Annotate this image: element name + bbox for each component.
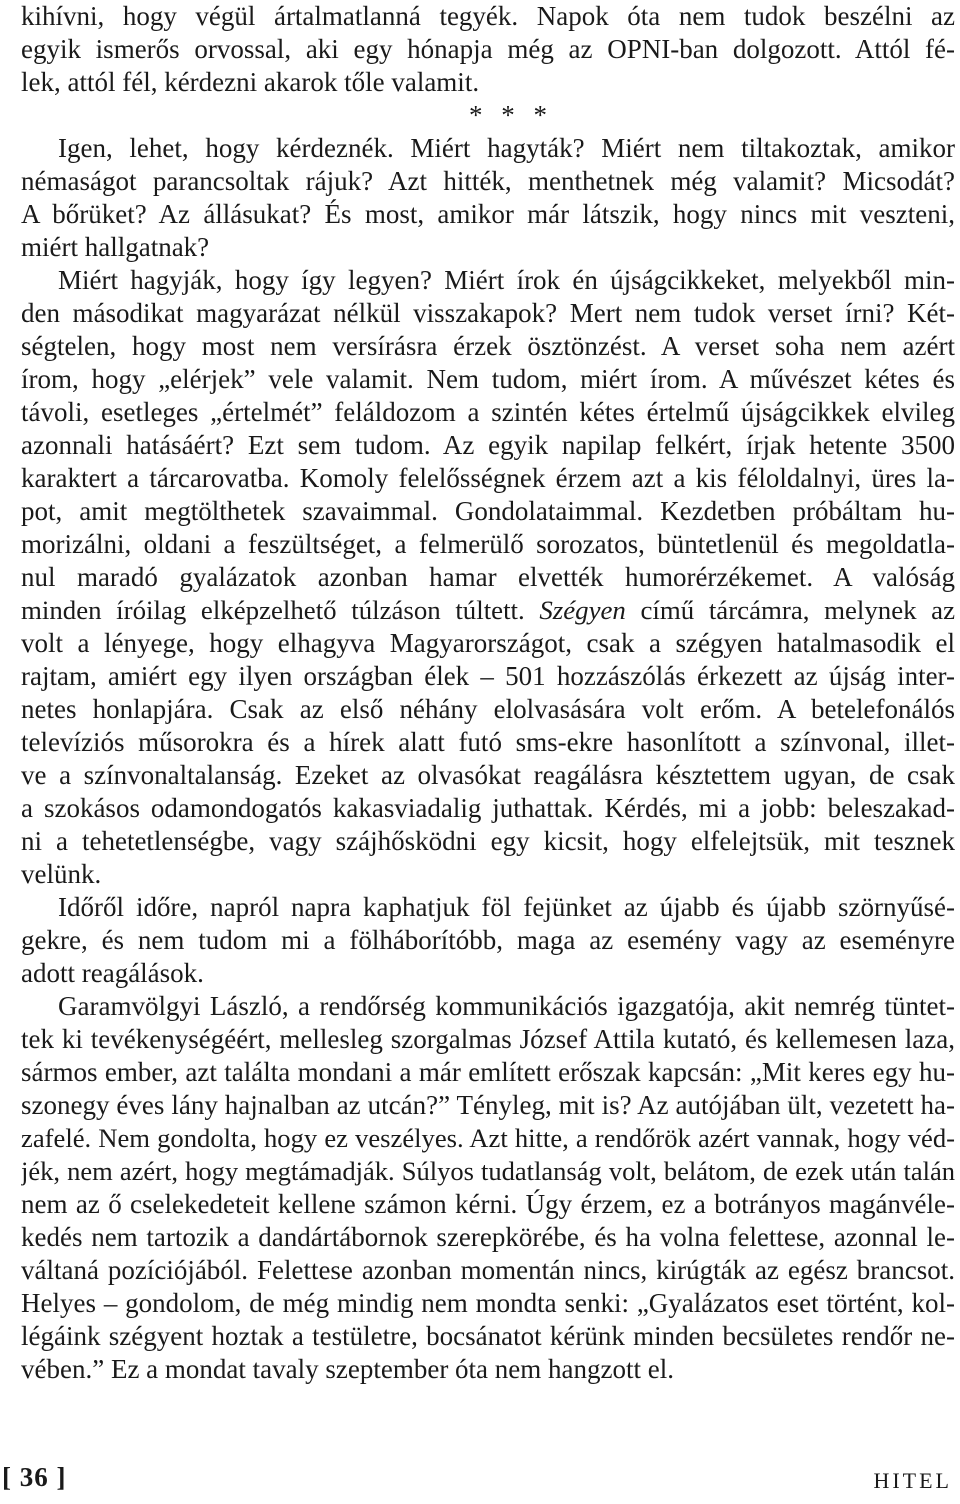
italic-title: Szégyen <box>539 595 626 625</box>
text-line: Miért hagyják, hogy így legyen? Miért írok én újságcikkeket, melyekből min- <box>58 265 955 295</box>
text-line: televíziós műsorokra és a hírek alatt futó sms-ekre hasonlított a színvonal, illet- <box>21 727 955 757</box>
text-line <box>21 594 955 627</box>
text-line: karaktert a tárcarovatba. Komoly felelősségnek érzem azt a kis féloldalnyi, üres la- <box>21 463 955 493</box>
article-body <box>21 0 955 1386</box>
text-line: Igen, lehet, hogy kérdeznék. Miért hagyták? Miért nem tiltakoztak, amikor <box>58 133 955 163</box>
text-line: egyik ismerős orvossal, aki egy hónapja még az OPNI-ban dolgozott. Attól fé- <box>21 34 955 64</box>
text-line: jék, nem azért, hogy megtámadják. Súlyos tudatlanság volt, belátom, de ezek után talán <box>21 1156 955 1186</box>
page-footer <box>0 1462 960 1502</box>
text-line: írom, hogy „elérjek” vele valamit. Nem tudom, miért írom. A művészet kétes és <box>21 364 955 394</box>
text-line: ségtelen, hogy most nem versírásra érzek ösztönzést. A verset soha nem azért <box>21 331 955 361</box>
text-line: némaságot parancsoltak rájuk? Azt hitték, menthetnek még valamit? Micsodát? <box>21 166 955 196</box>
text-line: nul maradó gyalázatok azonban hamar elvették humorérzékemet. A valóság <box>21 562 955 592</box>
separator-stars: * * * <box>469 100 547 130</box>
text-line: kihívni, hogy végül ártalmatlanná tegyék. Napok óta nem tudok beszélni az <box>21 1 955 31</box>
text-line: velünk. <box>21 859 102 889</box>
text-line: azonnali hatásáért? Ezt sem tudom. Az egyik napilap felkért, írjak hetente 3500 <box>21 430 955 460</box>
text-line: nem az ő cselekedeteit kellene számon kérni. Úgy érzem, ez a botrányos magánvéle- <box>21 1189 955 1219</box>
text-line: lek, attól fél, kérdezni akarok tőle valamit. <box>21 67 480 97</box>
page-number: [ 36 ] <box>2 1462 67 1492</box>
text-line: szonegy éves lány hajnalban az utcán?” Tényleg, mit is? Az autójában ült, vezetett ha- <box>21 1090 955 1120</box>
text-line: miért hallgatnak? <box>21 232 210 262</box>
text-line: a szokásos odamondogatós kakasviadalig juthattak. Kérdés, mi a jobb: beleszakad- <box>21 793 955 823</box>
text-line: ni a tehetetlenségbe, vagy szájhősködni egy kicsit, hogy elfelejtsük, mit tesznek <box>21 826 955 856</box>
text-line: Garamvölgyi László, a rendőrség kommunikációs igazgatója, akit nemrég tüntet- <box>58 991 955 1021</box>
text-line: gekre, és nem tudom mi a fölháborítóbb, maga az esemény vagy az eseményre <box>21 925 955 955</box>
text-line: sármos ember, azt találta mondani a már említett erőszak kapcsán: „Mit keres egy hu- <box>21 1057 955 1087</box>
text-line: kedés nem tartozik a dandártábornok szerepkörébe, és ha volna felettese, azonnal le- <box>21 1222 955 1252</box>
text-line: adott reagálások. <box>21 958 204 988</box>
text-line: tek ki tevékenységéért, mellesleg szorgalmas József Attila kutató, és kellemesen laza, <box>21 1024 955 1054</box>
text-line: rajtam, amiért egy ilyen országban élek – 501 hozzászólás érkezett az újság inter- <box>21 661 955 691</box>
text-line: távoli, esetleges „értelmét” feláldozom a szintén kétes értelmű újságcikkek elvileg <box>21 397 955 427</box>
section-separator <box>21 99 955 132</box>
text-line: Helyes – gondolom, de még mindig nem mondta senki: „Gyalázatos eset történt, kol- <box>21 1288 955 1318</box>
journal-name: HITEL <box>873 1468 952 1493</box>
text-line: Időről időre, napról napra kaphatjuk föl fejünket az újabb és újabb szörnyűsé- <box>58 892 955 922</box>
text-line: ve a színvonaltalanság. Ezeket az olvasókat reagálásra késztettem ugyan, de csak <box>21 760 955 790</box>
text-line: vében.” Ez a mondat tavaly szeptember óta nem hangzott el. <box>21 1354 674 1384</box>
text-line: váltaná pozíciójából. Felettese azonban momentán nincs, kirúgták az egész brancsot. <box>21 1255 955 1285</box>
text-fragment: minden íróilag elképzelhető túlzáson túltett. <box>21 595 525 625</box>
text-fragment: című tárcámra, melynek az <box>640 595 955 625</box>
text-line: den másodikat magyarázat nélkül visszakapok? Mert nem tudok verset írni? Két- <box>21 298 955 328</box>
text-line: légáink szégyent hoztak a testületre, bocsánatot kérünk minden becsületes rendőr ne- <box>21 1321 955 1351</box>
text-line: volt a lényege, hogy elhagyva Magyarországot, csak a szégyen hatalmasodik el <box>21 628 955 658</box>
text-line: zafelé. Nem gondolta, hogy ez veszélyes. Azt hitte, a rendőrök azért vannak, hogy véd- <box>21 1123 955 1153</box>
text-line: netes honlapjára. Csak az első néhány elolvasására volt erőm. A betelefonálós <box>21 694 955 724</box>
text-line: morizálni, oldani a feszültséget, a felmerülő sorozatos, büntetlenül és megoldatla- <box>21 529 955 559</box>
text-line: pot, amit megtölthetek szavaimmal. Gondolataimmal. Kezdetben próbáltam hu- <box>21 496 955 526</box>
text-line: A bőrüket? Az állásukat? És most, amikor már látszik, hogy nincs mit veszteni, <box>21 199 955 229</box>
